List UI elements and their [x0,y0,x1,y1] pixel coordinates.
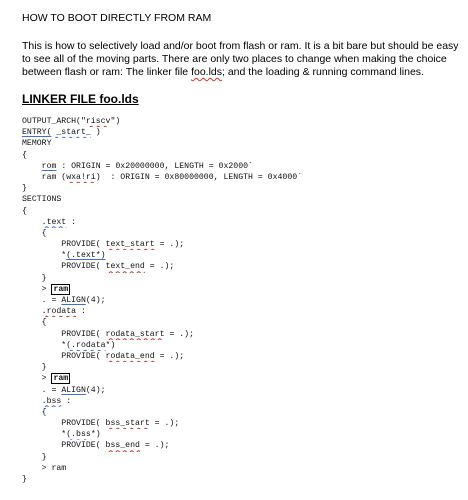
code-text: PROVIDE( [22,441,106,451]
code-token: riscv [85,117,111,126]
code-line: { [22,318,47,328]
code-token: .rodata [41,307,77,317]
code-token: _start_ [51,128,91,138]
code-line: MEMORY [22,139,52,149]
code-line: { [22,407,47,417]
code-text: > [22,374,52,384]
code-line [22,351,462,362]
code-token: .text [41,217,67,227]
code-text: PROVIDE( [22,419,106,429]
code-token: .bss [41,396,62,406]
intro-line [22,66,462,79]
code-token: bss_end [105,441,140,451]
code-text [22,397,42,406]
code-line: { [22,206,27,216]
code-line [22,329,462,340]
code-line [22,418,462,429]
code-line [22,127,462,138]
ram-region-box: ram [53,284,69,294]
code-text: ") [110,117,121,126]
code-text: . = [22,385,62,395]
code-line [22,440,462,451]
code-text [22,218,42,227]
code-line: } [22,363,47,373]
code-token: text_end [105,262,145,272]
code-line: } [22,184,27,194]
code-text: *) [90,430,101,440]
code-text: : ORIGIN = 0x20000000, LENGTH = 0x2000` [56,161,253,171]
code-token: (.rodata [66,340,106,350]
code-line [22,295,462,306]
intro-text: ; and the loading & running command lines. [222,66,424,78]
code-line [22,396,462,407]
code-token: ALIGN [61,296,86,305]
code-line: } [22,452,47,462]
code-line: SECTIONS [22,195,62,205]
code-text: PROVIDE( [22,240,106,250]
code-line [22,161,462,172]
intro-line: This is how to selectively load and/or boot from flash or ram. It is a bit bare but should be easy [22,40,459,52]
ram-region-box: ram [53,374,69,384]
code-line [22,284,462,295]
intro-line: to see all of the moving parts. There are only two places to change when making the choice [22,53,447,65]
code-line [22,340,462,351]
intro-paragraph [22,40,462,79]
code-line: > ram [22,463,67,473]
code-text: = .); [154,240,185,250]
code-line: } [22,273,47,283]
code-token: text_start [105,240,155,250]
code-token: ALIGN [61,385,86,395]
code-text: PROVIDE( [22,262,106,272]
code-text: : [76,307,86,317]
code-line [22,385,462,396]
code-text: = .); [149,419,180,429]
code-text: > [22,284,52,294]
code-line [22,250,462,261]
code-text: *) [105,340,116,350]
code-line: { [22,228,47,238]
linker-script-code [22,116,462,485]
code-text: = .); [139,441,170,451]
code-text: : [66,217,77,227]
code-token: ENTRY( [22,128,52,138]
code-text: = .); [154,351,185,361]
document-title: HOW TO BOOT DIRECTLY FROM RAM [22,12,212,24]
code-token: rodata_start [105,329,165,339]
code-text: ram ( [22,172,67,182]
code-line: { [22,150,27,160]
code-token: rodata_end [105,351,155,361]
code-text: . = [22,296,62,305]
code-line [22,172,462,183]
code-text: (4); [85,385,106,395]
code-text: * [22,430,67,440]
linker-file-reference: foo.lds [191,66,222,78]
code-token: wxa!ri [66,172,96,182]
code-token: rom [41,161,57,171]
code-text [22,162,42,171]
code-text [22,307,42,316]
code-text: OUTPUT_ARCH(" [22,117,86,126]
code-token: (.bss [66,430,91,440]
code-line [22,116,462,127]
code-text: ) [90,128,101,138]
code-line [22,239,462,250]
intro-text: between flash or ram: The linker file [22,66,192,78]
code-token: bss_start [105,419,150,429]
code-text: PROVIDE( [22,329,106,339]
code-text: ) : ORIGIN = 0x80000000, LENGTH = 0x4000` [95,172,303,182]
section-heading: LINKER FILE foo.lds [22,92,139,106]
code-line [22,373,462,384]
code-line: } [22,475,27,484]
code-line [22,217,462,228]
code-text: : [61,396,72,406]
code-line [22,306,462,317]
code-text: (4); [85,296,106,305]
code-text: = .); [164,329,194,339]
code-text: = .); [144,262,175,272]
code-text: * [22,251,67,261]
code-text: PROVIDE( [22,351,106,361]
code-line [22,261,462,272]
code-line [22,429,462,440]
code-token: (.text*) [66,251,106,261]
code-text: * [22,340,67,350]
